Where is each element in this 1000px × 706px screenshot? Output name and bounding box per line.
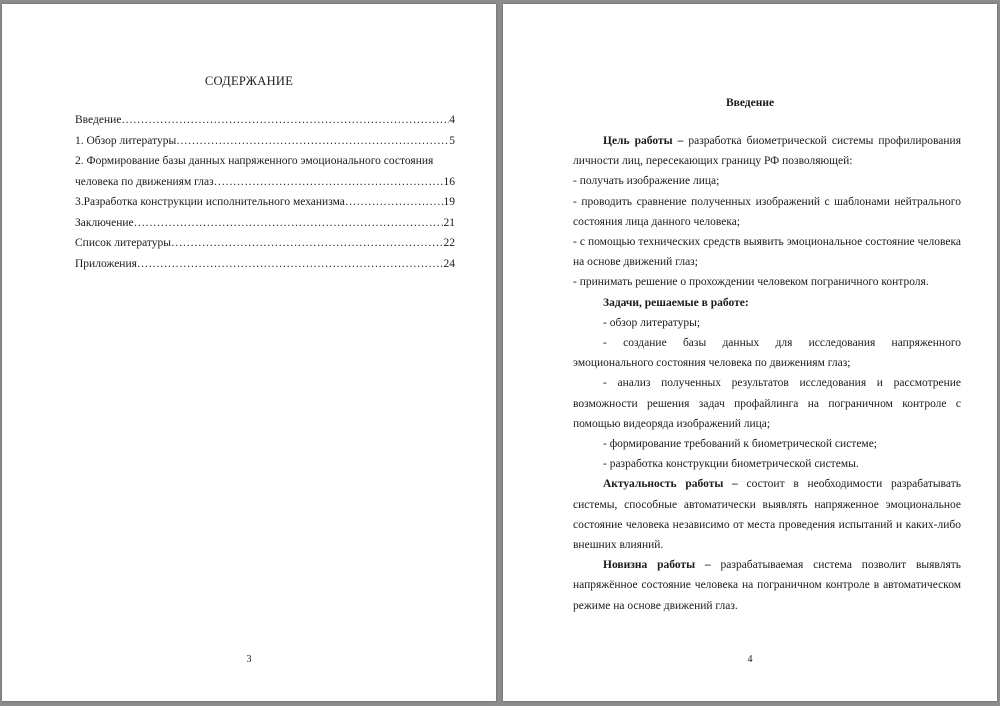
toc-leader-dots bbox=[176, 135, 449, 147]
toc-entry-label: 1. Обзор литературы bbox=[75, 134, 177, 147]
toc-entry[interactable] bbox=[75, 155, 455, 196]
novelty-heading: Новизна работы – bbox=[603, 559, 711, 572]
tasks-heading bbox=[573, 293, 961, 313]
toc-entry-label: Приложения bbox=[75, 257, 137, 270]
relevance-text: состоит в необходимости разрабатывать системы, способные автоматически выявлять напряженное эмоциональное состояние человека независимо от места проведения испытаний и каких-либо внешних влияний. bbox=[573, 478, 961, 552]
novelty-paragraph bbox=[573, 555, 961, 616]
toc-entry-label: человека по движениям глаз bbox=[75, 175, 214, 188]
toc-leader-dots bbox=[134, 217, 444, 229]
task-item: - обзор литературы; bbox=[603, 316, 701, 329]
document-page-left bbox=[2, 4, 496, 701]
toc-entry-page: 24 bbox=[443, 257, 455, 270]
toc-entry[interactable] bbox=[75, 258, 455, 279]
toc-entry-label: Список литературы bbox=[75, 237, 171, 249]
goal-paragraph bbox=[573, 131, 961, 171]
goal-heading: Цель работы – bbox=[603, 135, 684, 147]
toc-entry-page: 19 bbox=[443, 196, 455, 208]
task-item: - разработка конструкции биометрической системы. bbox=[603, 458, 859, 471]
body-text bbox=[573, 131, 961, 616]
toc-leader-dots bbox=[137, 258, 444, 270]
toc-entry-page: 4 bbox=[449, 114, 455, 126]
toc-entry-page: 21 bbox=[443, 216, 455, 229]
toc-leader-dots bbox=[171, 237, 444, 249]
toc-leader-dots bbox=[121, 114, 449, 126]
toc-entry-page: 16 bbox=[443, 175, 455, 188]
toc-leader-dots bbox=[214, 176, 444, 188]
goal-item: - проводить сравнение полученных изображений с шаблонами нейтрального состояния лица данного человека; bbox=[573, 195, 961, 228]
toc-entry-label-line1: 2. Формирование базы данных напряженного эмоционального состояния bbox=[75, 155, 434, 167]
goal-text: разработка биометрической системы профилирования личности лиц, пересекающих границу РФ позволяющей: bbox=[573, 135, 961, 168]
page-number: 3 bbox=[246, 654, 252, 665]
toc-entry-page: 5 bbox=[449, 134, 455, 147]
section-title: Введение bbox=[725, 97, 775, 109]
novelty-text: разрабатываемая система позволит выявлять напряжённое состояние человека на пограничном контроле в автоматическом режиме на основе движений глаз. bbox=[573, 559, 961, 612]
toc-entry[interactable] bbox=[75, 114, 455, 135]
document-page-right bbox=[503, 4, 997, 701]
toc-entry[interactable] bbox=[75, 135, 455, 156]
toc-entry-label: 3.Разработка конструкции исполнительного механизма bbox=[75, 196, 345, 208]
relevance-heading: Актуальность работы – bbox=[603, 478, 738, 491]
toc-entry-label: Заключение bbox=[75, 216, 134, 229]
task-item: - создание базы данных для исследования напряженного эмоционального состояния человека по движениям глаз; bbox=[573, 337, 961, 370]
goal-item: - принимать решение о прохождении человеком пограничного контроля. bbox=[573, 276, 929, 289]
toc-title: СОДЕРЖАНИЕ bbox=[204, 74, 294, 88]
toc-entry[interactable] bbox=[75, 217, 455, 238]
toc-entry[interactable] bbox=[75, 196, 455, 217]
tasks-heading-text: Задачи, решаемые в работе: bbox=[603, 296, 749, 309]
toc-leader-dots bbox=[345, 196, 444, 208]
goal-item: - с помощью технических средств выявить эмоциональное состояние человека на основе движений глаз; bbox=[573, 236, 961, 269]
page-number: 4 bbox=[747, 654, 753, 665]
toc-entry-page: 22 bbox=[443, 237, 455, 249]
toc-entry-label: Введение bbox=[75, 114, 122, 126]
task-item: - формирование требований к биометрической системе; bbox=[603, 438, 878, 451]
task-item: - анализ полученных результатов исследования и рассмотрение возможности решения задач профайлинга на пограничном контроле с помощью видеоряда изображений лица; bbox=[573, 377, 961, 430]
relevance-paragraph bbox=[573, 474, 961, 555]
toc-entry[interactable] bbox=[75, 237, 455, 258]
goal-item: - получать изображение лица; bbox=[573, 175, 720, 188]
table-of-contents bbox=[75, 114, 455, 278]
